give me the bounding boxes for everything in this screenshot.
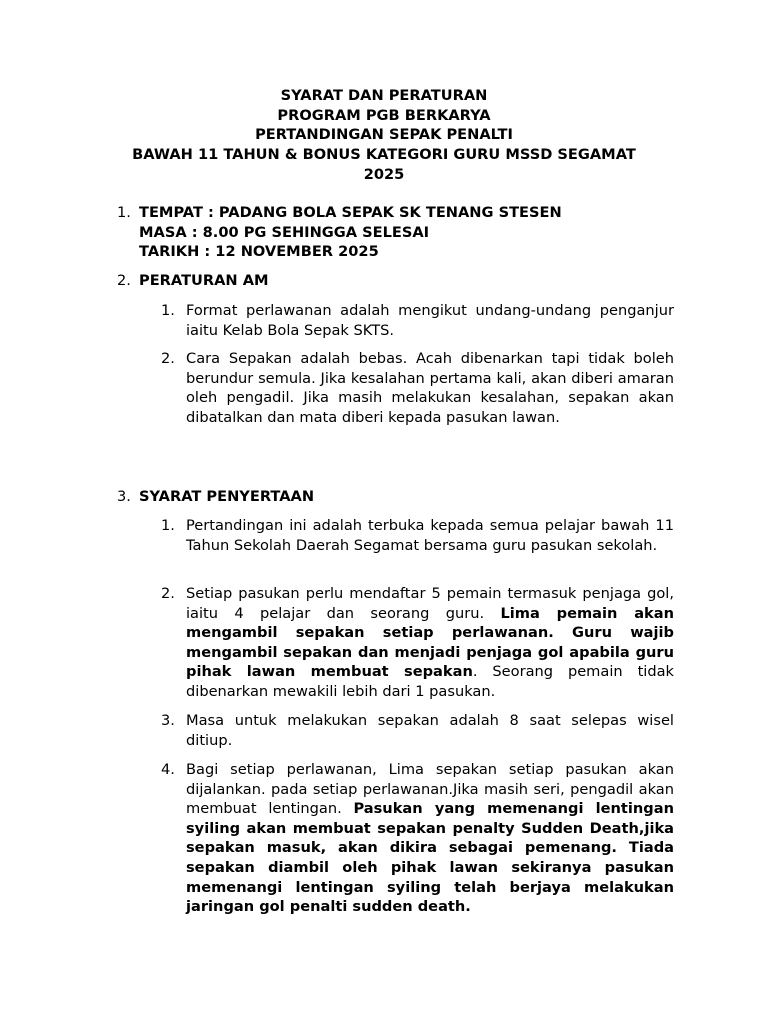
item-number: 3.: [161, 712, 175, 729]
item-text-bold: Pasukan yang memenangi lentingan syiling akan membuat sepakan penalty Sudden Death,jika sepakan masuk, akan dikira sebagai pemenang. Tiada sepakan diambil oleh pihak lawan sekiranya pasukan memenangi lentingan syiling telah berjaya melakukan jaringan gol penalti sudden death.: [186, 800, 674, 916]
section-number: 1.: [117, 204, 131, 221]
item-text-part: Bagi setiap perlawanan, Lima sepakan setiap pasukan akan dijalankan. pada setiap perlawanan.Jika masih seri, pengadil akan membuat lentingan.: [186, 761, 674, 818]
list-item: [161, 711, 674, 750]
venue-line: TEMPAT : PADANG BOLA SEPAK SK TENANG STESEN: [139, 204, 562, 221]
list-item: [161, 584, 674, 702]
item-text: [186, 584, 674, 702]
item-text: [186, 760, 674, 917]
list-item: [161, 349, 674, 427]
list-item: [161, 760, 674, 917]
title-line-1: SYARAT DAN PERATURAN: [280, 87, 488, 104]
document-title: [110, 86, 658, 185]
item-number: 4.: [161, 761, 175, 778]
list-item: [161, 516, 674, 555]
title-line-4: BAWAH 11 TAHUN & BONUS KATEGORI GURU MSSD SEGAMAT: [132, 146, 636, 164]
list-item: [161, 301, 674, 340]
section-heading: PERATURAN AM: [139, 272, 269, 289]
item-number: 2.: [161, 350, 175, 367]
time-line: MASA : 8.00 PG SEHINGGA SELESAI: [139, 223, 430, 241]
item-text-part: . Seorang pemain tidak dibenarkan mewakili lebih dari 1 pasukan.: [186, 663, 675, 700]
item-text-part: Setiap pasukan perlu mendaftar 5 pemain termasuk penjaga gol, iaitu 4 pelajar dan seorang guru.: [186, 585, 674, 622]
item-text: Format perlawanan adalah mengikut undang-undang penganjur iaitu Kelab Bola Sepak SKTS.: [186, 302, 674, 339]
item-text-bold: Lima pemain akan mengambil sepakan setiap perlawanan. Guru wajib mengambil sepakan dan menjadi penjaga gol apabila guru pihak lawan membuat sepakan: [186, 604, 674, 681]
item-number: 1.: [161, 517, 175, 534]
item-text: Cara Sepakan adalah bebas. Acah dibenarkan tapi tidak boleh berundur semula. Jika kesalahan pertama kali, akan diberi amaran oleh pengadil. Jika masih melakukan kesalahan, sepakan akan dibatalkan dan mata diberi kepada pasukan lawan.: [186, 350, 674, 426]
title-line-3: PERTANDINGAN SEPAK PENALTI: [255, 126, 513, 144]
section-participation: [117, 487, 677, 507]
date-line: TARIKH : 12 NOVEMBER 2025: [139, 243, 379, 261]
item-text: Pertandingan ini adalah terbuka kepada semua pelajar bawah 11 Tahun Sekolah Daerah Segamat bersama guru pasukan sekolah.: [186, 517, 674, 554]
section-heading: SYARAT PENYERTAAN: [139, 488, 315, 505]
section-number: 2.: [117, 272, 131, 289]
item-number: 2.: [161, 585, 175, 602]
title-line-2: PROGRAM PGB BERKARYA: [277, 106, 491, 124]
section-general-rules: [117, 271, 677, 291]
section-venue: [117, 203, 677, 262]
item-text: Masa untuk melakukan sepakan adalah 8 saat selepas wisel ditiup.: [186, 712, 674, 749]
item-number: 1.: [161, 302, 175, 319]
section-number: 3.: [117, 488, 131, 505]
title-line-5: 2025: [363, 165, 405, 183]
